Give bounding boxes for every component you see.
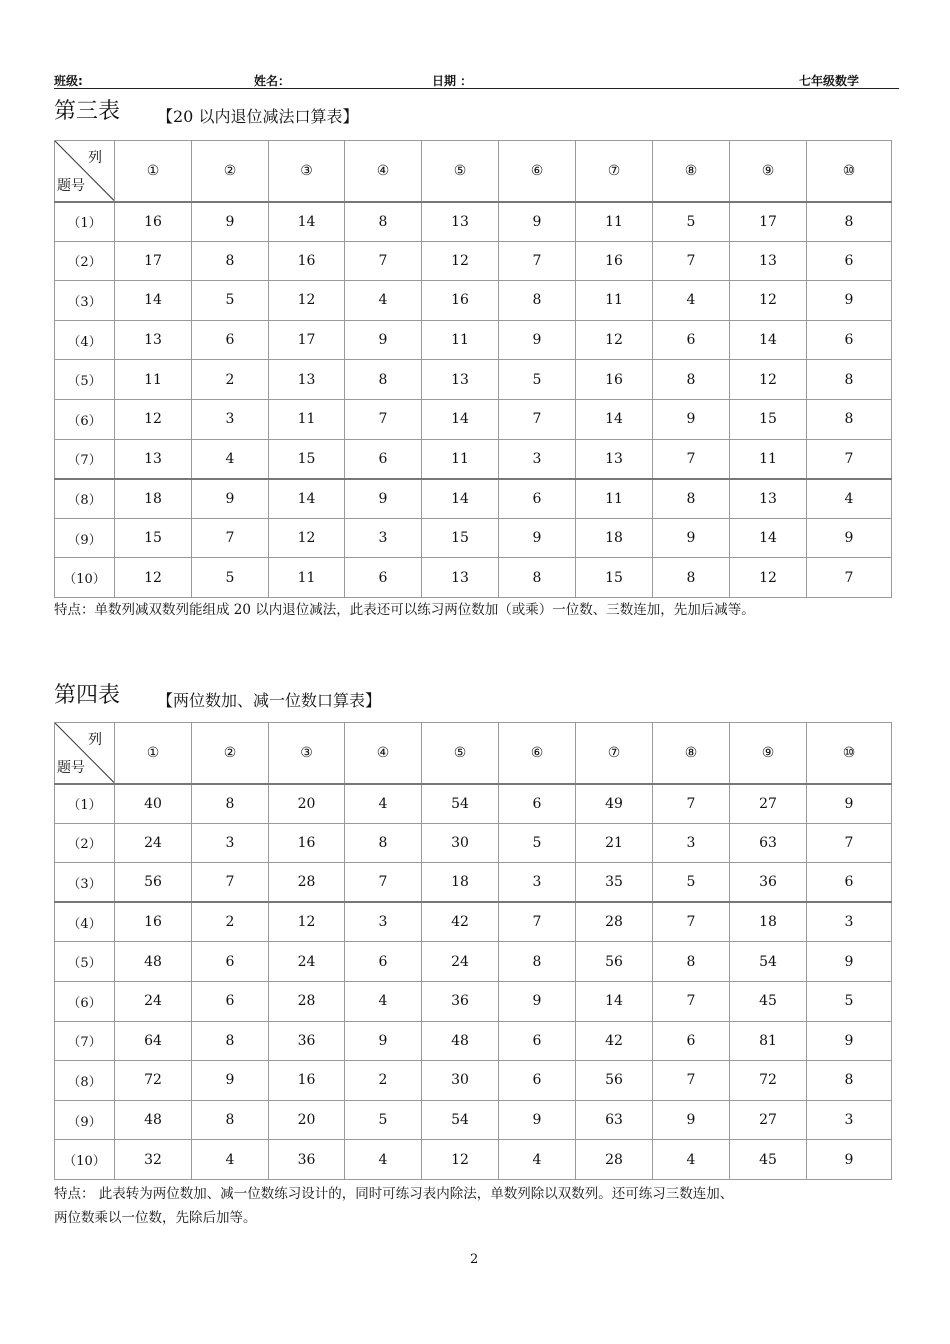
table-cell: 8 [653, 942, 730, 982]
table-cell: 8 [807, 360, 892, 400]
table-cell: 6 [653, 1021, 730, 1061]
table-cell: 5 [807, 981, 892, 1021]
table-cell: 9 [807, 942, 892, 982]
table-cell: 7 [345, 863, 422, 903]
table-cell: 9 [192, 202, 269, 242]
table-cell: 27 [730, 1100, 807, 1140]
table-cell: 24 [115, 981, 192, 1021]
table-cell: 6 [499, 1061, 576, 1101]
table-cell: 6 [499, 784, 576, 824]
table-row [55, 784, 892, 824]
corner-cell [55, 141, 115, 202]
table-cell: 9 [499, 202, 576, 242]
table-cell: 3 [807, 902, 892, 942]
table-cell: 14 [422, 399, 499, 439]
table-cell: 12 [269, 518, 345, 558]
table-cell: 24 [115, 823, 192, 863]
table-cell: 4 [345, 281, 422, 321]
table-cell: 8 [653, 479, 730, 519]
row-label: （6） [55, 399, 115, 439]
table-cell: 8 [192, 1100, 269, 1140]
table-cell: 9 [807, 1021, 892, 1061]
table-cell: 13 [576, 439, 653, 479]
column-header: ① [115, 723, 192, 784]
table-cell: 16 [115, 202, 192, 242]
column-header: ⑧ [653, 141, 730, 202]
table-cell: 12 [115, 399, 192, 439]
table-cell: 11 [576, 281, 653, 321]
table-cell: 4 [192, 439, 269, 479]
table-cell: 18 [422, 863, 499, 903]
table-cell: 9 [345, 479, 422, 519]
table-cell: 15 [576, 558, 653, 598]
name-label: 姓名： [254, 74, 291, 88]
table-cell: 28 [269, 981, 345, 1021]
table-cell: 13 [115, 439, 192, 479]
table-cell: 16 [269, 1061, 345, 1101]
table-cell: 49 [576, 784, 653, 824]
table-cell: 63 [730, 823, 807, 863]
table-cell: 12 [422, 1140, 499, 1180]
table3-grid [54, 140, 892, 598]
table-cell: 14 [269, 479, 345, 519]
page-number: 2 [470, 1252, 479, 1267]
table-cell: 15 [115, 518, 192, 558]
table-cell: 3 [345, 902, 422, 942]
column-header: ② [192, 141, 269, 202]
table-cell: 4 [192, 1140, 269, 1180]
table-cell: 5 [653, 863, 730, 903]
table-cell: 13 [422, 360, 499, 400]
table-cell: 48 [422, 1021, 499, 1061]
table-cell: 18 [730, 902, 807, 942]
row-label: （8） [55, 479, 115, 519]
table-cell: 7 [192, 863, 269, 903]
table-cell: 13 [422, 558, 499, 598]
table-cell: 17 [269, 320, 345, 360]
column-header: ① [115, 141, 192, 202]
table-cell: 7 [653, 981, 730, 1021]
table-cell: 27 [730, 784, 807, 824]
table-cell: 9 [807, 518, 892, 558]
table-cell: 28 [576, 902, 653, 942]
table-cell: 16 [576, 241, 653, 281]
table-cell: 7 [653, 1061, 730, 1101]
table-cell: 12 [422, 241, 499, 281]
table-cell: 16 [115, 902, 192, 942]
table-cell: 14 [576, 981, 653, 1021]
row-label: （10） [55, 558, 115, 598]
table-cell: 8 [192, 1021, 269, 1061]
table-cell: 48 [115, 942, 192, 982]
table-cell: 8 [807, 1061, 892, 1101]
table-cell: 6 [807, 241, 892, 281]
table-cell: 30 [422, 823, 499, 863]
row-label: （2） [55, 241, 115, 281]
table-cell: 6 [192, 981, 269, 1021]
table-cell: 8 [499, 281, 576, 321]
column-header: ⑧ [653, 723, 730, 784]
table-row [55, 981, 892, 1021]
table-cell: 3 [653, 823, 730, 863]
table-cell: 9 [499, 1100, 576, 1140]
table-cell: 9 [345, 320, 422, 360]
table-row [55, 479, 892, 519]
row-label: （7） [55, 439, 115, 479]
table-cell: 6 [192, 320, 269, 360]
table-cell: 35 [576, 863, 653, 903]
table-cell: 48 [115, 1100, 192, 1140]
column-header: ③ [269, 723, 345, 784]
row-label: （1） [55, 202, 115, 242]
table-cell: 16 [269, 241, 345, 281]
table-cell: 15 [422, 518, 499, 558]
table-cell: 7 [807, 823, 892, 863]
table-cell: 18 [576, 518, 653, 558]
table-cell: 32 [115, 1140, 192, 1180]
table-cell: 16 [422, 281, 499, 321]
table-cell: 18 [115, 479, 192, 519]
column-header: ⑨ [730, 723, 807, 784]
table-cell: 13 [730, 479, 807, 519]
table-cell: 13 [269, 360, 345, 400]
date-label: 日期 ： [432, 74, 473, 88]
table-cell: 7 [192, 518, 269, 558]
table-cell: 36 [269, 1021, 345, 1061]
table4-grid [54, 722, 892, 1180]
table-cell: 12 [730, 558, 807, 598]
table-cell: 13 [730, 241, 807, 281]
table-cell: 30 [422, 1061, 499, 1101]
table-cell: 8 [499, 942, 576, 982]
table-cell: 11 [422, 320, 499, 360]
table-cell: 12 [730, 360, 807, 400]
table-cell: 24 [269, 942, 345, 982]
table-cell: 8 [653, 558, 730, 598]
row-label: （7） [55, 1021, 115, 1061]
table-cell: 7 [653, 241, 730, 281]
row-label: （9） [55, 1100, 115, 1140]
table-cell: 14 [269, 202, 345, 242]
table-cell: 9 [653, 1100, 730, 1140]
table-row [55, 1061, 892, 1101]
table-cell: 56 [115, 863, 192, 903]
table-cell: 11 [576, 479, 653, 519]
table-cell: 6 [807, 320, 892, 360]
table-cell: 3 [807, 1100, 892, 1140]
table3-title: 第三表 [54, 99, 121, 124]
table3-subtitle: 【20 以内退位减法口算表】 [157, 107, 359, 126]
column-header: ③ [269, 141, 345, 202]
table3-note: 特点：单数列减双数列能组成 20 以内退位减法，此表还可以练习两位数加（或乘）一位数、三数连加，先加后减等。 [54, 602, 755, 618]
table-cell: 8 [345, 202, 422, 242]
table-cell: 15 [730, 399, 807, 439]
table-cell: 56 [576, 1061, 653, 1101]
table-cell: 11 [730, 439, 807, 479]
table-cell: 2 [345, 1061, 422, 1101]
row-label: （9） [55, 518, 115, 558]
table-cell: 8 [192, 241, 269, 281]
column-header: ⑦ [576, 723, 653, 784]
table-row [55, 902, 892, 942]
table-cell: 12 [269, 902, 345, 942]
table-cell: 45 [730, 1140, 807, 1180]
table-cell: 20 [269, 784, 345, 824]
table-cell: 8 [192, 784, 269, 824]
table-cell: 54 [422, 1100, 499, 1140]
table4-title: 第四表 [54, 683, 121, 708]
table-cell: 6 [653, 320, 730, 360]
table-cell: 36 [269, 1140, 345, 1180]
table-cell: 14 [422, 479, 499, 519]
column-header: ⑨ [730, 141, 807, 202]
table4-note-line2: 两位数乘以一位数，先除后加等。 [54, 1210, 257, 1226]
table-row [55, 1021, 892, 1061]
column-header: ② [192, 723, 269, 784]
column-header: ⑥ [499, 723, 576, 784]
table-cell: 12 [269, 281, 345, 321]
table-cell: 16 [576, 360, 653, 400]
table-cell: 14 [576, 399, 653, 439]
column-header: ⑩ [807, 141, 892, 202]
table-cell: 8 [807, 202, 892, 242]
header-row [55, 141, 892, 202]
table-cell: 3 [345, 518, 422, 558]
table-row [55, 281, 892, 321]
table-cell: 9 [807, 1140, 892, 1180]
table-cell: 17 [730, 202, 807, 242]
table-cell: 6 [345, 439, 422, 479]
table-cell: 12 [576, 320, 653, 360]
row-label: （6） [55, 981, 115, 1021]
table-row [55, 823, 892, 863]
table-cell: 3 [499, 439, 576, 479]
table-cell: 8 [499, 558, 576, 598]
table-cell: 9 [345, 1021, 422, 1061]
table-cell: 11 [115, 360, 192, 400]
column-header: ⑦ [576, 141, 653, 202]
row-label: （5） [55, 360, 115, 400]
table-cell: 14 [730, 518, 807, 558]
table-cell: 11 [269, 399, 345, 439]
table-cell: 42 [576, 1021, 653, 1061]
table-cell: 9 [653, 399, 730, 439]
row-label: （3） [55, 281, 115, 321]
table-cell: 54 [730, 942, 807, 982]
table-cell: 45 [730, 981, 807, 1021]
column-header: ⑤ [422, 723, 499, 784]
table-cell: 63 [576, 1100, 653, 1140]
table-cell: 9 [807, 784, 892, 824]
table-cell: 56 [576, 942, 653, 982]
table-cell: 8 [807, 399, 892, 439]
table-cell: 7 [345, 241, 422, 281]
corner-cell [55, 723, 115, 784]
row-label: （2） [55, 823, 115, 863]
table-cell: 42 [422, 902, 499, 942]
table-cell: 24 [422, 942, 499, 982]
table-cell: 6 [499, 479, 576, 519]
row-label: （4） [55, 902, 115, 942]
table-cell: 9 [192, 1061, 269, 1101]
table-cell: 16 [269, 823, 345, 863]
column-header: ④ [345, 723, 422, 784]
table-cell: 13 [115, 320, 192, 360]
table-row [55, 439, 892, 479]
corner-row-label: 题号 [57, 177, 85, 194]
table-cell: 7 [499, 399, 576, 439]
table-cell: 5 [499, 360, 576, 400]
table-row [55, 863, 892, 903]
table-row [55, 360, 892, 400]
table-cell: 4 [807, 479, 892, 519]
table-cell: 2 [192, 360, 269, 400]
table-cell: 2 [192, 902, 269, 942]
table-cell: 8 [345, 360, 422, 400]
table-cell: 6 [499, 1021, 576, 1061]
row-label: （1） [55, 784, 115, 824]
subject-label: 七年级数学 [799, 74, 860, 88]
table-cell: 72 [730, 1061, 807, 1101]
table-cell: 14 [115, 281, 192, 321]
table-cell: 7 [499, 241, 576, 281]
table-cell: 4 [653, 1140, 730, 1180]
table-cell: 9 [499, 518, 576, 558]
table-cell: 12 [730, 281, 807, 321]
table-cell: 5 [499, 823, 576, 863]
table-cell: 4 [345, 784, 422, 824]
table4-note-line1: 特点： 此表转为两位数加、减一位数练习设计的，同时可练习表内除法，单数列除以双数列。还可练习三数连加、 [54, 1186, 734, 1202]
row-label: （3） [55, 863, 115, 903]
table-cell: 4 [653, 281, 730, 321]
table-cell: 54 [422, 784, 499, 824]
table-cell: 28 [269, 863, 345, 903]
column-header: ⑤ [422, 141, 499, 202]
corner-row-label: 题号 [57, 759, 85, 776]
table-row [55, 241, 892, 281]
table-cell: 12 [115, 558, 192, 598]
table-cell: 36 [730, 863, 807, 903]
table-cell: 9 [499, 981, 576, 1021]
table-cell: 7 [499, 902, 576, 942]
table-cell: 28 [576, 1140, 653, 1180]
table-cell: 11 [269, 558, 345, 598]
table-cell: 7 [807, 558, 892, 598]
row-label: （5） [55, 942, 115, 982]
table-row [55, 399, 892, 439]
corner-column-label: 列 [88, 732, 102, 748]
table-cell: 7 [807, 439, 892, 479]
table-cell: 8 [653, 360, 730, 400]
table-cell: 7 [653, 439, 730, 479]
table-cell: 9 [499, 320, 576, 360]
table-cell: 3 [192, 823, 269, 863]
table-cell: 4 [345, 981, 422, 1021]
table-row [55, 1140, 892, 1180]
table-cell: 7 [345, 399, 422, 439]
table-cell: 17 [115, 241, 192, 281]
table-cell: 3 [499, 863, 576, 903]
table-cell: 72 [115, 1061, 192, 1101]
table-cell: 5 [192, 558, 269, 598]
column-header: ④ [345, 141, 422, 202]
worksheet-header [54, 70, 899, 89]
column-header: ⑩ [807, 723, 892, 784]
corner-column-label: 列 [88, 150, 102, 166]
table-cell: 11 [576, 202, 653, 242]
table-cell: 9 [807, 281, 892, 321]
table-cell: 6 [192, 942, 269, 982]
table-cell: 14 [730, 320, 807, 360]
column-header: ⑥ [499, 141, 576, 202]
table-cell: 5 [345, 1100, 422, 1140]
table-cell: 9 [653, 518, 730, 558]
table-cell: 4 [499, 1140, 576, 1180]
row-label: （8） [55, 1061, 115, 1101]
table-cell: 3 [192, 399, 269, 439]
row-label: （4） [55, 320, 115, 360]
table-cell: 21 [576, 823, 653, 863]
table-cell: 4 [345, 1140, 422, 1180]
table-cell: 7 [653, 784, 730, 824]
table-row [55, 558, 892, 598]
table-cell: 40 [115, 784, 192, 824]
header-row [55, 723, 892, 784]
table-cell: 20 [269, 1100, 345, 1140]
table-row [55, 202, 892, 242]
table-cell: 9 [192, 479, 269, 519]
table-row [55, 320, 892, 360]
table-cell: 7 [653, 902, 730, 942]
row-label: （10） [55, 1140, 115, 1180]
table-cell: 6 [345, 558, 422, 598]
class-label: 班级: [54, 74, 83, 88]
table-cell: 6 [807, 863, 892, 903]
table-cell: 6 [345, 942, 422, 982]
table-cell: 8 [345, 823, 422, 863]
table-cell: 5 [653, 202, 730, 242]
table-row [55, 942, 892, 982]
table-cell: 13 [422, 202, 499, 242]
table-cell: 11 [422, 439, 499, 479]
table4-subtitle: 【两位数加、减一位数口算表】 [157, 691, 382, 710]
table-cell: 15 [269, 439, 345, 479]
table-cell: 5 [192, 281, 269, 321]
table-row [55, 518, 892, 558]
table-row [55, 1100, 892, 1140]
table-cell: 64 [115, 1021, 192, 1061]
table-cell: 81 [730, 1021, 807, 1061]
table-cell: 36 [422, 981, 499, 1021]
